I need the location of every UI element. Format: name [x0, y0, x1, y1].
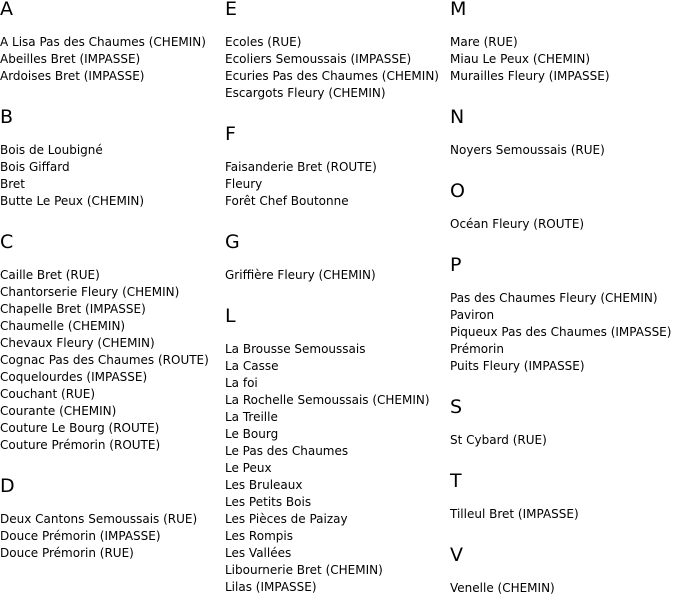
section-spacer: [450, 159, 675, 182]
street-name-link[interactable]: La Brousse Semoussais: [225, 342, 366, 356]
street-name-link[interactable]: Bret: [0, 177, 25, 191]
street-list: [450, 216, 675, 233]
street-name-link[interactable]: La foi: [225, 376, 258, 390]
letter-section: [450, 182, 675, 256]
street-list: [0, 34, 225, 85]
section-spacer: [450, 375, 675, 398]
section-letter-heading: V: [450, 544, 463, 566]
index-column: [450, 0, 675, 597]
street-name-link[interactable]: Les Rompis: [225, 529, 293, 543]
street-name-link[interactable]: Couture Le Bourg (ROUTE): [0, 421, 160, 435]
street-name-link[interactable]: Lilas (IMPASSE): [225, 580, 317, 594]
section-spacer: [450, 233, 675, 256]
street-name-link[interactable]: Puits Fleury (IMPASSE): [450, 359, 585, 373]
street-name-link[interactable]: Courante (CHEMIN): [0, 404, 117, 418]
letter-section: [450, 546, 675, 597]
section-letter-heading: M: [450, 0, 467, 20]
letter-section: [225, 233, 450, 307]
section-letter-heading: P: [450, 254, 462, 276]
street-name-link[interactable]: La Rochelle Semoussais (CHEMIN): [225, 393, 430, 407]
section-letter-heading: F: [225, 123, 236, 145]
street-list: [0, 267, 225, 454]
section-letter-heading: L: [225, 305, 236, 327]
street-name-link[interactable]: Prémorin: [450, 342, 504, 356]
street-name-link[interactable]: La Casse: [225, 359, 279, 373]
section-spacer: [225, 210, 450, 233]
street-name-link[interactable]: Couchant (RUE): [0, 387, 96, 401]
section-letter-heading: O: [450, 180, 465, 202]
street-list: [450, 290, 675, 375]
street-name-link[interactable]: Le Bourg: [225, 427, 279, 441]
street-list: [450, 506, 675, 523]
street-list: [450, 432, 675, 449]
street-name-link[interactable]: Le Peux: [225, 461, 272, 475]
street-name-link[interactable]: Couture Prémorin (ROUTE): [0, 438, 161, 452]
street-list: [450, 34, 675, 85]
letter-section: [225, 307, 450, 596]
street-name-link[interactable]: Noyers Semoussais (RUE): [450, 143, 605, 157]
index-column: [0, 0, 225, 562]
letter-section: [0, 233, 225, 477]
section-spacer: [225, 102, 450, 125]
street-name-link[interactable]: Douce Prémorin (IMPASSE): [0, 529, 161, 543]
section-spacer: [450, 449, 675, 472]
street-name-link[interactable]: Chapelle Bret (IMPASSE): [0, 302, 146, 316]
street-name-link[interactable]: Butte Le Peux (CHEMIN): [0, 194, 145, 208]
letter-section: [450, 108, 675, 182]
street-list: [0, 511, 225, 562]
section-spacer: [450, 523, 675, 546]
section-spacer: [0, 454, 225, 477]
letter-section: [0, 0, 225, 108]
street-list: [225, 267, 450, 284]
street-name-link[interactable]: Venelle (CHEMIN): [450, 581, 555, 595]
street-name-link[interactable]: St Cybard (RUE): [450, 433, 547, 447]
street-list: [225, 34, 450, 102]
letter-section: [0, 477, 225, 562]
street-list: [225, 341, 450, 596]
street-name-link[interactable]: Douce Prémorin (RUE): [0, 546, 134, 560]
street-name-link[interactable]: Forêt Chef Boutonne: [225, 194, 349, 208]
section-letter-heading: D: [0, 475, 15, 497]
street-name-link[interactable]: Bois Giffard: [0, 160, 70, 174]
street-name-link[interactable]: Fleury: [225, 177, 263, 191]
letter-section: [450, 0, 675, 108]
street-name-link[interactable]: Caille Bret (RUE): [0, 268, 100, 282]
street-name-link[interactable]: Les Bruleaux: [225, 478, 303, 492]
letter-section: [450, 472, 675, 546]
street-name-link[interactable]: Les Pièces de Paizay: [225, 512, 348, 526]
section-letter-heading: S: [450, 396, 463, 418]
section-letter-heading: E: [225, 0, 238, 20]
street-name-link[interactable]: Mare (RUE): [450, 35, 518, 49]
section-letter-heading: N: [450, 106, 465, 128]
street-name-link[interactable]: Ardoises Bret (IMPASSE): [0, 69, 145, 83]
section-letter-heading: C: [0, 231, 14, 253]
street-name-link[interactable]: Océan Fleury (ROUTE): [450, 217, 585, 231]
section-spacer: [450, 85, 675, 108]
letter-section: [225, 125, 450, 233]
section-letter-heading: T: [450, 470, 462, 492]
letter-section: [450, 256, 675, 398]
street-list: [450, 142, 675, 159]
street-name-link[interactable]: Abeilles Bret (IMPASSE): [0, 52, 141, 66]
street-name-link[interactable]: Ecoles (RUE): [225, 35, 302, 49]
street-name-link[interactable]: Les Vallées: [225, 546, 292, 560]
street-list: [450, 580, 675, 597]
street-name-link[interactable]: Cognac Pas des Chaumes (ROUTE): [0, 353, 209, 367]
index-column: [225, 0, 450, 596]
street-name-link[interactable]: Escargots Fleury (CHEMIN): [225, 86, 386, 100]
street-name-link[interactable]: A Lisa Pas des Chaumes (CHEMIN): [0, 35, 206, 49]
street-name-link[interactable]: Ecoliers Semoussais (IMPASSE): [225, 52, 412, 66]
street-name-link[interactable]: Faisanderie Bret (ROUTE): [225, 160, 377, 174]
street-name-link[interactable]: Le Pas des Chaumes: [225, 444, 349, 458]
section-letter-heading: G: [225, 231, 240, 253]
section-spacer: [0, 210, 225, 233]
section-letter-heading: A: [0, 0, 13, 20]
street-name-link[interactable]: Chaumelle (CHEMIN): [0, 319, 126, 333]
street-list: [225, 159, 450, 210]
letter-section: [0, 108, 225, 233]
street-name-link[interactable]: Coquelourdes (IMPASSE): [0, 370, 148, 384]
street-name-link[interactable]: Pas des Chaumes Fleury (CHEMIN): [450, 291, 658, 305]
street-name-link[interactable]: Deux Cantons Semoussais (RUE): [0, 512, 198, 526]
street-name-link[interactable]: Griffière Fleury (CHEMIN): [225, 268, 376, 282]
street-name-link[interactable]: Miau Le Peux (CHEMIN): [450, 52, 591, 66]
street-name-link[interactable]: Murailles Fleury (IMPASSE): [450, 69, 610, 83]
street-name-link[interactable]: Paviron: [450, 308, 495, 322]
street-name-link[interactable]: Piqueux Pas des Chaumes (IMPASSE): [450, 325, 672, 339]
street-name-link[interactable]: Libournerie Bret (CHEMIN): [225, 563, 383, 577]
street-name-link[interactable]: Chantorserie Fleury (CHEMIN): [0, 285, 180, 299]
street-name-link[interactable]: Ecuries Pas des Chaumes (CHEMIN): [225, 69, 439, 83]
street-name-link[interactable]: La Treille: [225, 410, 278, 424]
street-name-link[interactable]: Chevaux Fleury (CHEMIN): [0, 336, 155, 350]
letter-section: [225, 0, 450, 125]
section-letter-heading: B: [0, 106, 14, 128]
section-spacer: [225, 284, 450, 307]
street-name-link[interactable]: Tilleul Bret (IMPASSE): [450, 507, 579, 521]
letter-section: [450, 398, 675, 472]
street-list: [0, 142, 225, 210]
street-name-link[interactable]: Bois de Loubigné: [0, 143, 103, 157]
street-name-link[interactable]: Les Petits Bois: [225, 495, 312, 509]
section-spacer: [0, 85, 225, 108]
